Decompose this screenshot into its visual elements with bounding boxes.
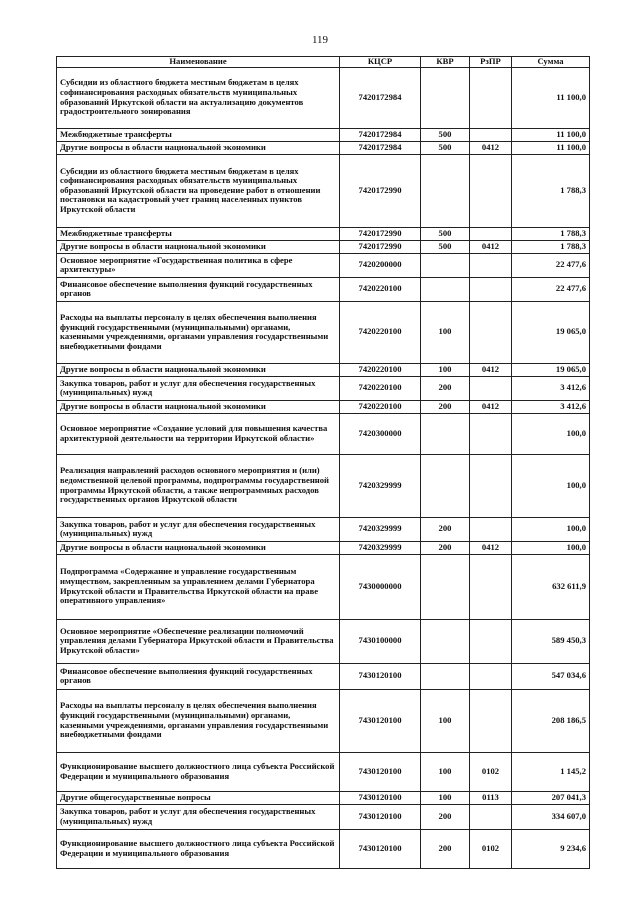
column-header-sum: Сумма [512,57,590,68]
row-rzpr [470,227,512,240]
table-row [57,376,590,400]
row-kvr [421,277,470,301]
table-row [57,663,590,689]
row-rzpr: 0412 [470,363,512,376]
row-kvr: 200 [421,541,470,554]
row-rzpr: 0412 [470,141,512,154]
row-kcsr: 7420329999 [340,454,421,517]
row-sum: 208 186,5 [512,689,590,752]
row-name: Другие вопросы в области национальной экономики [57,240,340,253]
row-name: Межбюджетные трансферты [57,128,340,141]
row-kvr [421,554,470,619]
table-row [57,363,590,376]
row-kvr: 100 [421,752,470,791]
table-row [57,227,590,240]
row-sum: 19 065,0 [512,363,590,376]
row-name: Подпрограмма «Содержание и управление государственным имуществом, закрепленным за управлением делами Губернатора Иркутской области и Правительства Иркутской области на праве оперативного управления» [57,554,340,619]
row-kcsr: 7420172990 [340,227,421,240]
row-name: Финансовое обеспечение выполнения функций государственных органов [57,663,340,689]
row-sum: 3 412,6 [512,400,590,413]
row-kcsr: 7420220100 [340,400,421,413]
table-row [57,67,590,128]
table-body [57,67,590,868]
row-kvr: 200 [421,829,470,868]
row-kvr [421,454,470,517]
row-name: Расходы на выплаты персоналу в целях обеспечения выполнения функций государственными (муниципальными) органами, казенными учреждениями, органами управления государственными внебюджетными фондами [57,301,340,363]
row-sum: 1 788,3 [512,227,590,240]
row-kcsr: 7420300000 [340,413,421,454]
row-name: Функционирование высшего должностного лица субъекта Российской Федерации и муниципального образования [57,752,340,791]
row-rzpr [470,413,512,454]
row-kvr [421,67,470,128]
row-rzpr [470,128,512,141]
row-name: Основное мероприятие «Создание условий для повышения качества архитектурной деятельности на территории Иркутской области» [57,413,340,454]
table-row [57,253,590,277]
row-sum: 589 450,3 [512,619,590,663]
row-rzpr [470,454,512,517]
row-kvr: 200 [421,376,470,400]
row-kcsr: 7430120100 [340,791,421,804]
row-kcsr: 7420220100 [340,363,421,376]
row-sum: 3 412,6 [512,376,590,400]
row-sum: 1 145,2 [512,752,590,791]
row-sum: 632 611,9 [512,554,590,619]
row-kcsr: 7420172990 [340,240,421,253]
row-rzpr [470,301,512,363]
row-name: Финансовое обеспечение выполнения функций государственных органов [57,277,340,301]
table-row [57,791,590,804]
row-kvr: 500 [421,141,470,154]
row-kcsr: 7420200000 [340,253,421,277]
column-header-name: Наименование [57,57,340,68]
row-sum: 1 788,3 [512,154,590,227]
row-kcsr: 7420220100 [340,376,421,400]
row-rzpr: 0102 [470,752,512,791]
row-name: Функционирование высшего должностного лица субъекта Российской Федерации и муниципального образования [57,829,340,868]
row-kcsr: 7420172984 [340,67,421,128]
row-rzpr [470,619,512,663]
row-sum: 22 477,6 [512,277,590,301]
row-sum: 207 041,3 [512,791,590,804]
row-sum: 9 234,6 [512,829,590,868]
row-rzpr [470,554,512,619]
row-kcsr: 7430100000 [340,619,421,663]
table-row [57,154,590,227]
row-rzpr [470,253,512,277]
row-kvr: 100 [421,791,470,804]
row-kvr [421,154,470,227]
row-sum: 334 607,0 [512,804,590,829]
row-rzpr: 0102 [470,829,512,868]
row-kvr: 500 [421,227,470,240]
row-name: Другие вопросы в области национальной экономики [57,141,340,154]
row-kvr [421,619,470,663]
table-row [57,400,590,413]
table-row [57,541,590,554]
row-rzpr [470,376,512,400]
table-row [57,619,590,663]
table-row [57,804,590,829]
row-name: Межбюджетные трансферты [57,227,340,240]
row-kcsr: 7430120100 [340,829,421,868]
column-header-kcsr: КЦСР [340,57,421,68]
row-sum: 22 477,6 [512,253,590,277]
row-sum: 11 100,0 [512,128,590,141]
row-sum: 1 788,3 [512,240,590,253]
table-header [57,57,590,68]
row-sum: 19 065,0 [512,301,590,363]
row-rzpr [470,663,512,689]
row-kcsr: 7420220100 [340,301,421,363]
row-sum: 100,0 [512,541,590,554]
row-sum: 100,0 [512,413,590,454]
row-rzpr: 0412 [470,541,512,554]
row-kcsr: 7420329999 [340,517,421,541]
row-kvr: 100 [421,363,470,376]
column-header-kvr: КВР [421,57,470,68]
row-kvr: 200 [421,400,470,413]
row-kvr [421,663,470,689]
table-row [57,554,590,619]
row-kcsr: 7430120100 [340,752,421,791]
row-sum: 11 100,0 [512,67,590,128]
table-row [57,240,590,253]
row-kvr: 500 [421,240,470,253]
row-name: Основное мероприятие «Обеспечение реализации полномочий управления делами Губернатора Иркутской области и Правительства Иркутской области» [57,619,340,663]
row-rzpr [470,804,512,829]
row-kcsr: 7420172984 [340,141,421,154]
row-rzpr: 0113 [470,791,512,804]
row-sum: 547 034,6 [512,663,590,689]
row-kcsr: 7430120100 [340,689,421,752]
row-rzpr [470,154,512,227]
row-name: Субсидии из областного бюджета местным бюджетам в целях софинансирования расходных обязательств муниципальных образований Иркутской области на проведение работ в отношении постановки на кадастровый учет границ населенных пунктов Иркутской области [57,154,340,227]
row-kvr: 100 [421,689,470,752]
header-row [57,57,590,68]
row-name: Закупка товаров, работ и услуг для обеспечения государственных (муниципальных) нужд [57,376,340,400]
row-name: Другие вопросы в области национальной экономики [57,541,340,554]
row-name: Субсидии из областного бюджета местным бюджетам в целях софинансирования расходных обязательств муниципальных образований Иркутской области на актуализацию документов градостроительного зонирования [57,67,340,128]
row-name: Закупка товаров, работ и услуг для обеспечения государственных (муниципальных) нужд [57,804,340,829]
row-kvr: 100 [421,301,470,363]
table-row [57,128,590,141]
row-name: Закупка товаров, работ и услуг для обеспечения государственных (муниципальных) нужд [57,517,340,541]
row-rzpr [470,67,512,128]
row-kcsr: 7420172984 [340,128,421,141]
row-kvr [421,413,470,454]
row-kcsr: 7420329999 [340,541,421,554]
row-rzpr [470,277,512,301]
row-rzpr: 0412 [470,240,512,253]
budget-table [56,56,590,869]
row-sum: 100,0 [512,454,590,517]
table-row [57,829,590,868]
table-row [57,141,590,154]
row-kvr: 200 [421,804,470,829]
row-name: Расходы на выплаты персоналу в целях обеспечения выполнения функций государственными (муниципальными) органами, казенными учреждениями, органами управления государственными внебюджетными фондами [57,689,340,752]
table-row [57,301,590,363]
table-row [57,454,590,517]
row-name: Основное мероприятие «Государственная политика в сфере архитектуры» [57,253,340,277]
table-row [57,413,590,454]
table-row [57,752,590,791]
row-rzpr [470,689,512,752]
table-row [57,277,590,301]
row-name: Другие вопросы в области национальной экономики [57,400,340,413]
row-kvr: 500 [421,128,470,141]
row-kcsr: 7420172990 [340,154,421,227]
row-kcsr: 7430000000 [340,554,421,619]
row-kcsr: 7420220100 [340,277,421,301]
table-row [57,689,590,752]
column-header-rzpr: РзПР [470,57,512,68]
row-name: Другие вопросы в области национальной экономики [57,363,340,376]
row-kvr [421,253,470,277]
page-number: 119 [311,34,329,46]
row-sum: 100,0 [512,517,590,541]
row-rzpr: 0412 [470,400,512,413]
row-name: Реализация направлений расходов основного мероприятия и (или) ведомственной целевой программы, подпрограммы государственной программы Иркутской области, а также непрограммных расходов государственных органов Иркутской области [57,454,340,517]
row-kcsr: 7430120100 [340,804,421,829]
row-name: Другие общегосударственные вопросы [57,791,340,804]
row-rzpr [470,517,512,541]
row-kcsr: 7430120100 [340,663,421,689]
table-row [57,517,590,541]
row-kvr: 200 [421,517,470,541]
row-sum: 11 100,0 [512,141,590,154]
